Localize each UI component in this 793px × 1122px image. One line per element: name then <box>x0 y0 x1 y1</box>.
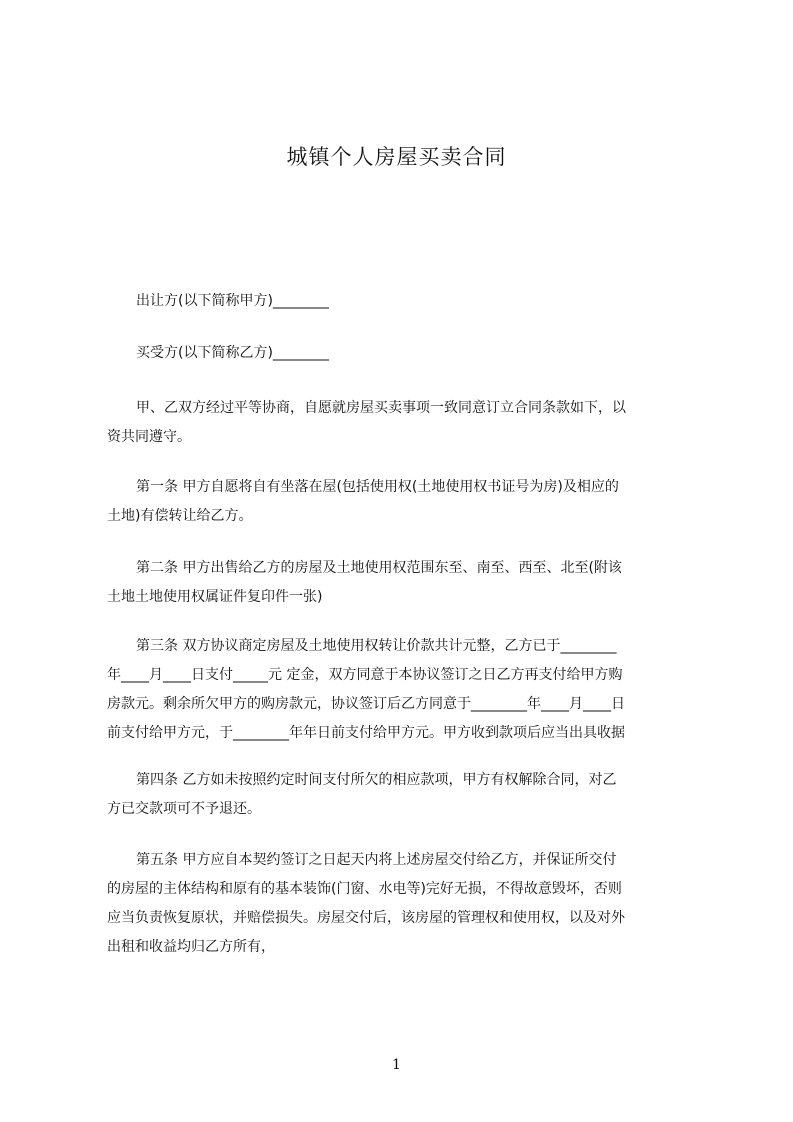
paragraph-line: 前支付给甲方元，于________年年日前支付给甲方元。甲方收到款项后应当出具收据 <box>107 725 625 741</box>
paragraph-line: 年____月____日支付_____元 定金，双方同意于本协议签订之日乙方再支付给甲方购 <box>107 667 623 683</box>
paragraph-line: 第四条 乙方如未按照约定时间支付所欠的相应款项，甲方有权解除合同，对乙 <box>136 772 617 788</box>
paragraph-line: 土地土地使用权属证件复印件一张) <box>107 589 323 605</box>
buyer-line: 买受方(以下简称乙方)________ <box>136 345 329 361</box>
paragraph-line: 第三条 双方协议商定房屋及土地使用权转让价款共计元整，乙方已于________ <box>136 638 617 654</box>
paragraph-line: 第五条 甲方应自本契约签订之日起天内将上述房屋交付给乙方，并保证所交付 <box>136 852 617 868</box>
paragraph-line: 房款元。剩余所欠甲方的购房款元，协议签订后乙方同意于________年____月____日 <box>107 696 625 712</box>
paragraph-line: 土地)有偿转让给乙方。 <box>107 508 253 524</box>
seller-line: 出让方(以下简称甲方)________ <box>136 293 329 309</box>
page-number: 1 <box>392 1057 401 1073</box>
article-5-paragraph <box>107 846 703 962</box>
paragraph-line: 的房屋的主体结构和原有的基本装饰(门窗、水电等)完好无损，不得故意毁坏，否则 <box>107 881 622 897</box>
article-2-paragraph <box>107 554 703 612</box>
paragraph-line: 甲、乙双方经过平等协商，自愿就房屋买卖事项一致同意订立合同条款如下，以 <box>136 400 626 416</box>
paragraph-line: 出租和收益均归乙方所有， <box>107 939 275 955</box>
contract-title: 城镇个人房屋买卖合同 <box>286 145 507 169</box>
article-1-paragraph <box>107 473 703 531</box>
paragraph-line: 第一条 甲方自愿将自有坐落在屋(包括使用权(土地使用权书证号为房)及相应的 <box>136 479 619 495</box>
preamble-paragraph <box>107 394 703 452</box>
article-3-paragraph <box>107 632 703 748</box>
paragraph-line: 第二条 甲方出售给乙方的房屋及土地使用权范围东至、南至、西至、北至(附该 <box>136 560 622 576</box>
paragraph-line: 应当负责恢复原状，并赔偿损失。房屋交付后，该房屋的管理权和使用权，以及对外 <box>107 910 625 926</box>
paragraph-line: 方已交款项可不予退还。 <box>107 801 261 817</box>
article-4-paragraph <box>107 766 703 824</box>
paragraph-line: 资共同遵守。 <box>107 429 191 445</box>
